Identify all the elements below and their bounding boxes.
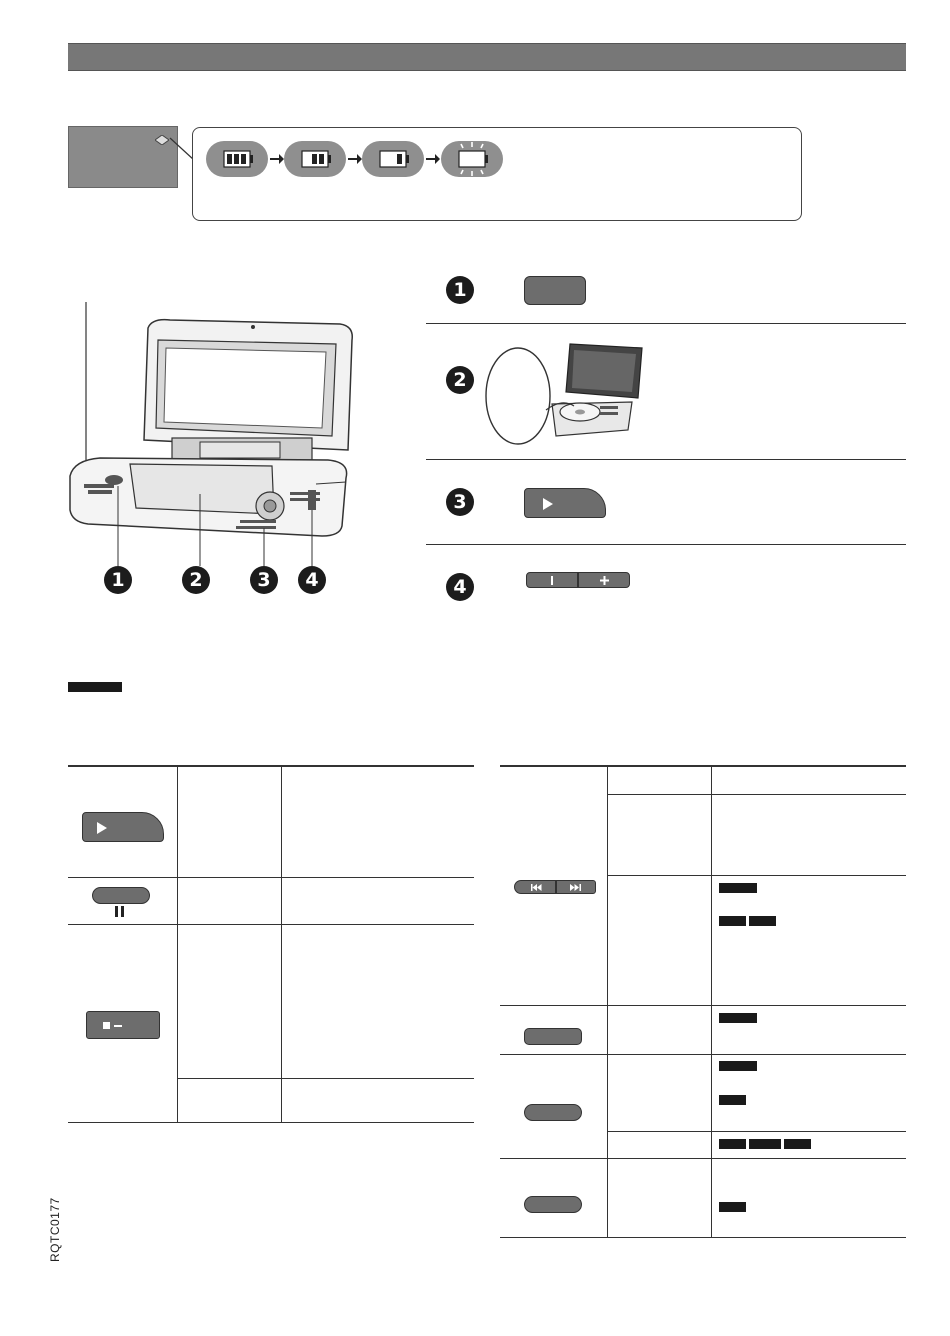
battery-empty-flashing-icon — [441, 141, 503, 177]
table-row-rule — [500, 1158, 906, 1159]
table-bottom-rule — [500, 1237, 906, 1238]
divider — [426, 323, 906, 324]
disc-type-label — [719, 1013, 757, 1023]
battery-low-pill — [362, 141, 424, 177]
play-icon — [97, 822, 107, 834]
skip-back-icon — [531, 884, 543, 891]
table-row-rule — [68, 924, 474, 925]
table-top-rule — [68, 765, 474, 767]
table-row-rule — [607, 794, 906, 795]
battery-indicator-panel — [192, 127, 802, 221]
section-header-bar — [68, 43, 906, 71]
play-button[interactable] — [524, 488, 606, 518]
table-row-rule — [177, 1078, 474, 1079]
volume-down-button[interactable] — [526, 572, 578, 588]
table-row-rule — [68, 877, 474, 878]
step-number: 2 — [446, 366, 474, 394]
callout-number: 4 — [298, 566, 326, 594]
stop-button-ref — [86, 1011, 160, 1039]
battery-full-icon — [206, 141, 268, 177]
step-number: 3 — [446, 488, 474, 516]
disc-type-label — [719, 1061, 757, 1071]
plus-icon — [600, 576, 609, 585]
section-label-block — [68, 682, 122, 692]
skip-back-button-ref — [514, 880, 556, 894]
disc-type-label — [719, 883, 757, 893]
disc-type-label — [719, 1139, 746, 1149]
battery-two-thirds-icon — [284, 141, 346, 177]
table-row-rule — [500, 1054, 906, 1055]
table-col-rule — [177, 766, 178, 1122]
battery-small-icon — [155, 135, 169, 145]
disc-type-label — [719, 916, 746, 926]
function-button-ref — [524, 1196, 582, 1213]
table-col-rule — [281, 766, 282, 1122]
battery-empty-pill — [441, 141, 503, 177]
callout-number: 3 — [250, 566, 278, 594]
power-button[interactable] — [524, 276, 586, 305]
pause-button-ref — [92, 887, 150, 904]
insert-disc-illustration — [482, 340, 648, 450]
battery-two-thirds-pill — [284, 141, 346, 177]
callout-number: 1 — [104, 566, 132, 594]
stop-icon — [103, 1021, 125, 1031]
dvd-player-illustration — [60, 300, 360, 590]
arrow-right-icon — [348, 154, 362, 164]
disc-type-label — [784, 1139, 811, 1149]
play-button-ref — [82, 812, 164, 842]
table-bottom-rule — [68, 1122, 474, 1123]
function-button-ref — [524, 1028, 582, 1045]
pause-icon — [114, 906, 126, 917]
function-button-ref — [524, 1104, 582, 1121]
battery-full-pill — [206, 141, 268, 177]
skip-forward-icon — [570, 884, 582, 891]
step-number: 4 — [446, 573, 474, 601]
table-col-rule — [711, 766, 712, 1238]
disc-type-label — [719, 1095, 746, 1105]
table-row-rule — [607, 875, 906, 876]
table-row-rule — [500, 1005, 906, 1006]
model-code: RQTC0177 — [48, 1197, 62, 1262]
disc-type-label — [749, 916, 776, 926]
volume-up-button[interactable] — [578, 572, 630, 588]
step-number: 1 — [446, 276, 474, 304]
table-top-rule — [500, 765, 906, 767]
disc-type-label — [719, 1202, 746, 1212]
table-row-rule — [607, 1131, 906, 1132]
screen-thumbnail — [68, 126, 178, 188]
battery-low-icon — [362, 141, 424, 177]
arrow-right-icon — [270, 154, 284, 164]
divider — [426, 544, 906, 545]
disc-type-label — [749, 1139, 781, 1149]
divider — [426, 459, 906, 460]
play-icon — [543, 498, 553, 510]
skip-forward-button-ref — [556, 880, 596, 894]
minus-icon — [549, 576, 555, 585]
table-col-rule — [607, 766, 608, 1238]
arrow-right-icon — [426, 154, 440, 164]
callout-number: 2 — [182, 566, 210, 594]
